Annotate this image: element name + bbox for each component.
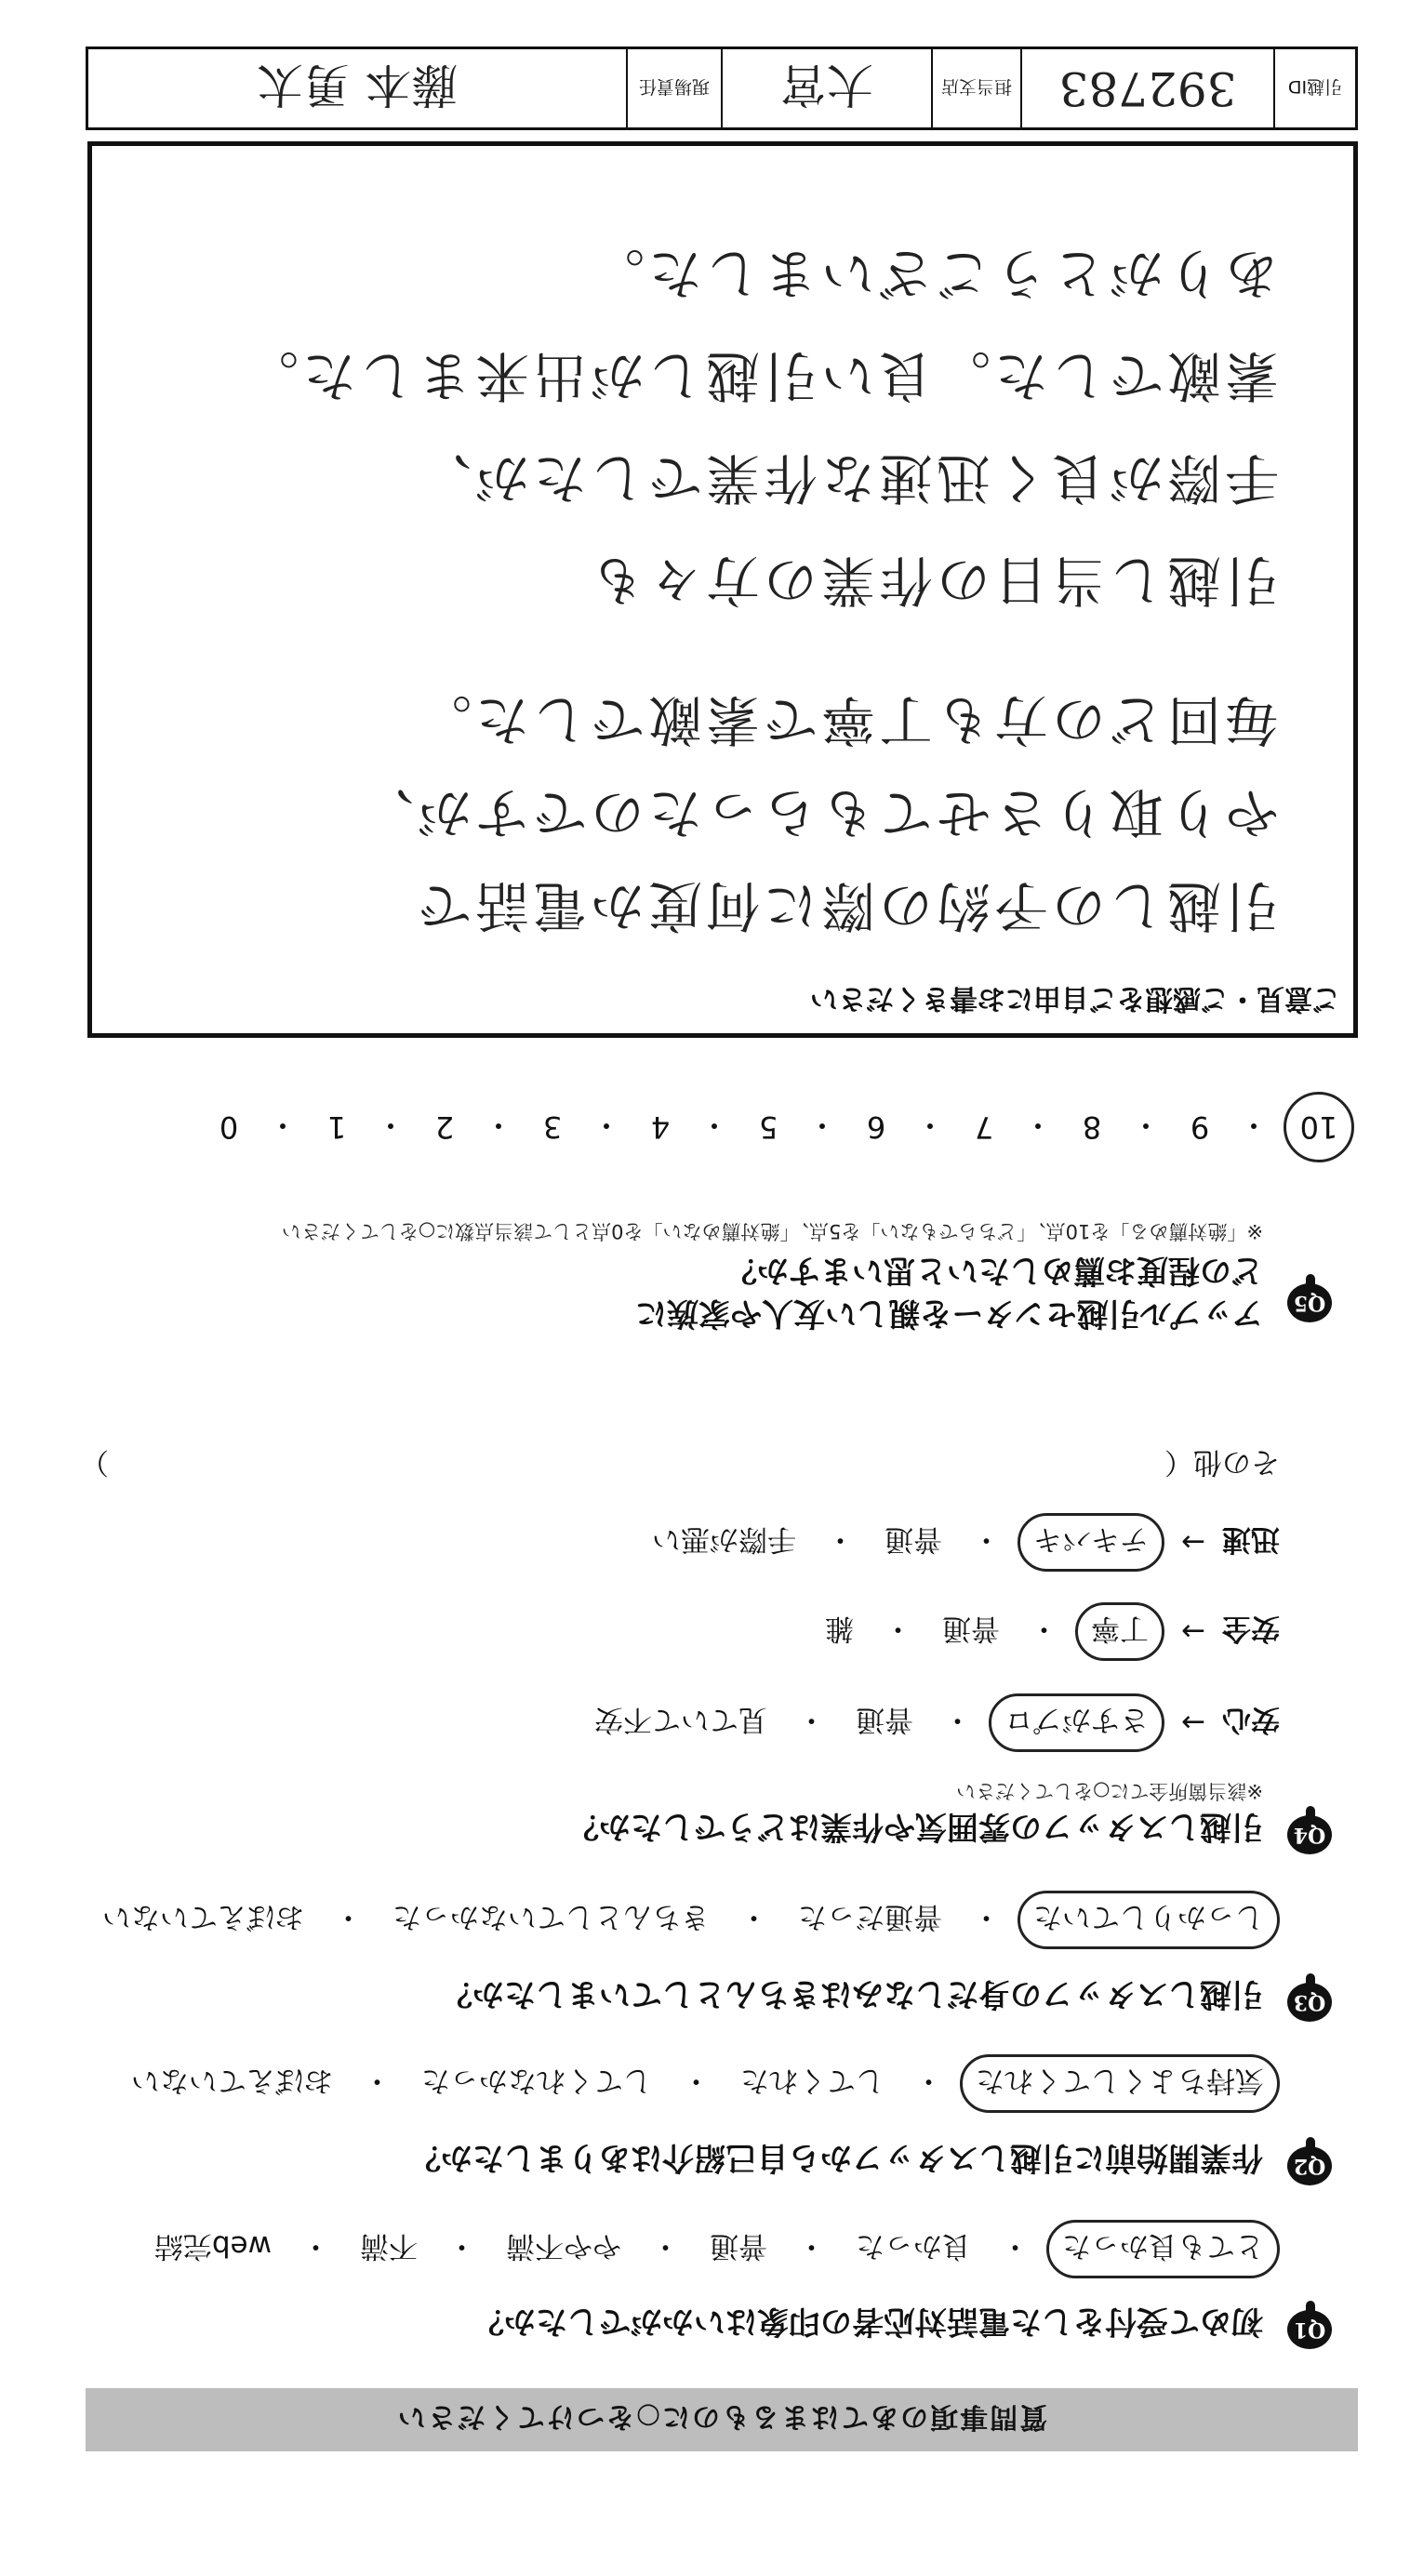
q1-option[interactable]: やや不満 <box>506 2229 621 2263</box>
question-4 <box>74 1445 1332 1854</box>
branch-label-cell <box>931 49 1020 127</box>
q3-badge: Q3 <box>1287 1983 1332 2022</box>
question-3 <box>74 1892 1332 2022</box>
arrow-icon: → <box>1181 1706 1205 1740</box>
q4-option[interactable]: 雑 <box>825 1612 855 1645</box>
q5-score[interactable]: 0 <box>219 1109 239 1145</box>
q5-score[interactable]: 9 <box>1190 1109 1210 1145</box>
q1-option[interactable]: 良かった <box>856 2229 971 2263</box>
q4-row-label: 迅速 <box>1222 1522 1280 1556</box>
q4-other-close: ） <box>80 1445 109 1479</box>
q4-other-label: その他（ <box>1164 1445 1280 1479</box>
branch-value-cell <box>721 49 931 127</box>
q4-option[interactable]: 手際が悪い <box>652 1522 797 1556</box>
q4-option-selected[interactable]: さすがプロ <box>989 1693 1164 1752</box>
q5-text-line2: どの程度お薦めしたいと思いますか？ <box>725 1252 1263 1289</box>
leader-label-cell <box>626 49 721 127</box>
instruction-header: 質問事項のあてはまるものに○をつけてください <box>86 2388 1358 2451</box>
q5-score[interactable]: 4 <box>650 1109 671 1145</box>
handwritten-line: 毎回どの方も丁寧で素敵でした。 <box>413 688 1279 751</box>
q5-score[interactable]: 2 <box>434 1109 455 1145</box>
handwritten-line: ありがとうございました。 <box>586 242 1279 305</box>
q1-text: 初めて受付をした電話対応者の印象はいかがでしたか？ <box>472 2303 1263 2340</box>
q4-option[interactable]: 普通 <box>942 1612 1001 1645</box>
leader-label: 現場責任 <box>639 76 711 98</box>
arrow-icon: → <box>1181 1614 1205 1649</box>
q5-score[interactable]: 5 <box>758 1109 778 1145</box>
handwritten-line: 手際が良く迅速な作業でしたが、 <box>413 446 1279 510</box>
q3-option[interactable]: きちんとしていなかった <box>392 1900 710 1933</box>
id-label-cell <box>1273 49 1355 127</box>
id-value: 392783 <box>1058 61 1237 115</box>
q5-badge: Q5 <box>1287 1283 1332 1322</box>
q4-badge: Q4 <box>1287 1815 1332 1854</box>
question-5 <box>74 1181 1332 1339</box>
id-value-cell <box>1020 49 1273 127</box>
q4-row-label: 安心 <box>1222 1703 1280 1736</box>
branch-value: 大宮 <box>780 58 873 112</box>
q4-text: 引越しスタッフの雰囲気や作業はどうでしたか？ <box>567 1808 1263 1845</box>
q1-badge: Q1 <box>1287 2310 1332 2349</box>
free-comment-heading: ご意見・ご感想をご自由にお書きください <box>810 982 1340 1015</box>
q1-option-selected[interactable]: とても良かった <box>1046 2220 1280 2278</box>
q1-option[interactable]: 普通 <box>710 2229 767 2263</box>
q2-badge: Q2 <box>1287 2146 1332 2185</box>
q3-text: 引越しスタッフの身だしなみはきちんとしていましたか？ <box>441 1975 1263 2012</box>
q5-scale: 10 ・ 9 ・ 8 ・ 7 ・ 6 ・ 5 ・ 4 ・ 3 ・ 2 ・ 1 ・ 0 <box>205 1092 1354 1162</box>
staff-id-table <box>86 46 1358 130</box>
q2-options: 気持ちよくしてくれた ・ してくれた ・ してくれなかった ・ おぼえていない <box>118 2054 1280 2113</box>
q2-option-selected[interactable]: 気持ちよくしてくれた <box>960 2054 1280 2113</box>
q5-note: ※「絶対薦める」を10点、「どちらでもない」を5点、「絶対薦めない」を0点として該当点数に○をしてください <box>281 1220 1263 1242</box>
q3-option[interactable]: 普通だった <box>798 1900 942 1933</box>
q5-score[interactable]: 6 <box>866 1109 886 1145</box>
handwritten-line: 引越しの予約の際に何度か電話で <box>413 874 1279 937</box>
q2-option[interactable]: してくれなかった <box>421 2064 652 2097</box>
q2-text: 作業開始前に引越しスタッフから自己紹介はありましたか？ <box>409 2139 1263 2176</box>
q2-option[interactable]: してくれた <box>740 2064 885 2097</box>
leader-value-cell <box>88 49 626 127</box>
q4-option[interactable]: 見ていて不安 <box>594 1703 768 1736</box>
q3-options: しっかりしていた ・ 普通だった ・ きちんとしていなかった ・ おぼえていない <box>89 1891 1280 1949</box>
q2-option[interactable]: おぼえていない <box>131 2064 333 2097</box>
q4-option[interactable]: 普通 <box>856 1703 914 1736</box>
q5-score[interactable]: 3 <box>542 1109 563 1145</box>
q5-score[interactable]: 1 <box>326 1109 347 1145</box>
question-2 <box>74 2055 1332 2185</box>
q4-row-anshin: 安心 → さすがプロ ・ 普通 ・ 見ていて不安 <box>581 1693 1280 1752</box>
handwritten-line: 素敵でした。良い引越しが出来ました。 <box>240 344 1279 407</box>
q3-option[interactable]: おぼえていない <box>102 1900 304 1933</box>
q4-note: ※該当箇所全てに○をしてください <box>956 1780 1263 1802</box>
q1-option[interactable]: 不満 <box>360 2229 418 2263</box>
q4-row-anzen: 安全 → 丁寧 ・ 普通 ・ 雑 <box>812 1602 1280 1661</box>
handwritten-line: 引越し当日の作業の方々も <box>586 549 1279 612</box>
question-1 <box>74 2219 1332 2349</box>
q4-row-label: 安全 <box>1222 1612 1280 1645</box>
q4-option[interactable]: 普通 <box>885 1522 943 1556</box>
q5-score[interactable]: 8 <box>1082 1109 1102 1145</box>
q5-text-line1: アップル引越センターを親しい友人や家族に <box>635 1295 1263 1332</box>
q5-score[interactable]: 7 <box>974 1109 994 1145</box>
leader-value: 藤本 勇太 <box>257 58 458 112</box>
free-comment-box[interactable] <box>87 141 1358 1038</box>
q4-option-selected[interactable]: 丁寧 <box>1075 1602 1164 1661</box>
q4-other <box>80 1444 1280 1486</box>
q4-option-selected[interactable]: テキパキ <box>1018 1513 1164 1572</box>
q5-score-selected[interactable]: 10 <box>1284 1092 1354 1162</box>
q4-row-jinsoku: 迅速 → テキパキ ・ 普通 ・ 手際が悪い <box>639 1513 1280 1572</box>
q3-option-selected[interactable]: しっかりしていた <box>1018 1891 1280 1949</box>
handwritten-line: やり取りさせてもらったのですが、 <box>355 781 1279 844</box>
id-label: 引越ID <box>1287 76 1343 98</box>
q1-option[interactable]: web完結 <box>153 2229 272 2263</box>
q1-options: とても良かった ・ 良かった ・ 普通 ・ やや不満 ・ 不満 ・ web完結 <box>141 2220 1280 2278</box>
arrow-icon: → <box>1181 1525 1205 1560</box>
branch-label: 担当支店 <box>941 76 1013 98</box>
